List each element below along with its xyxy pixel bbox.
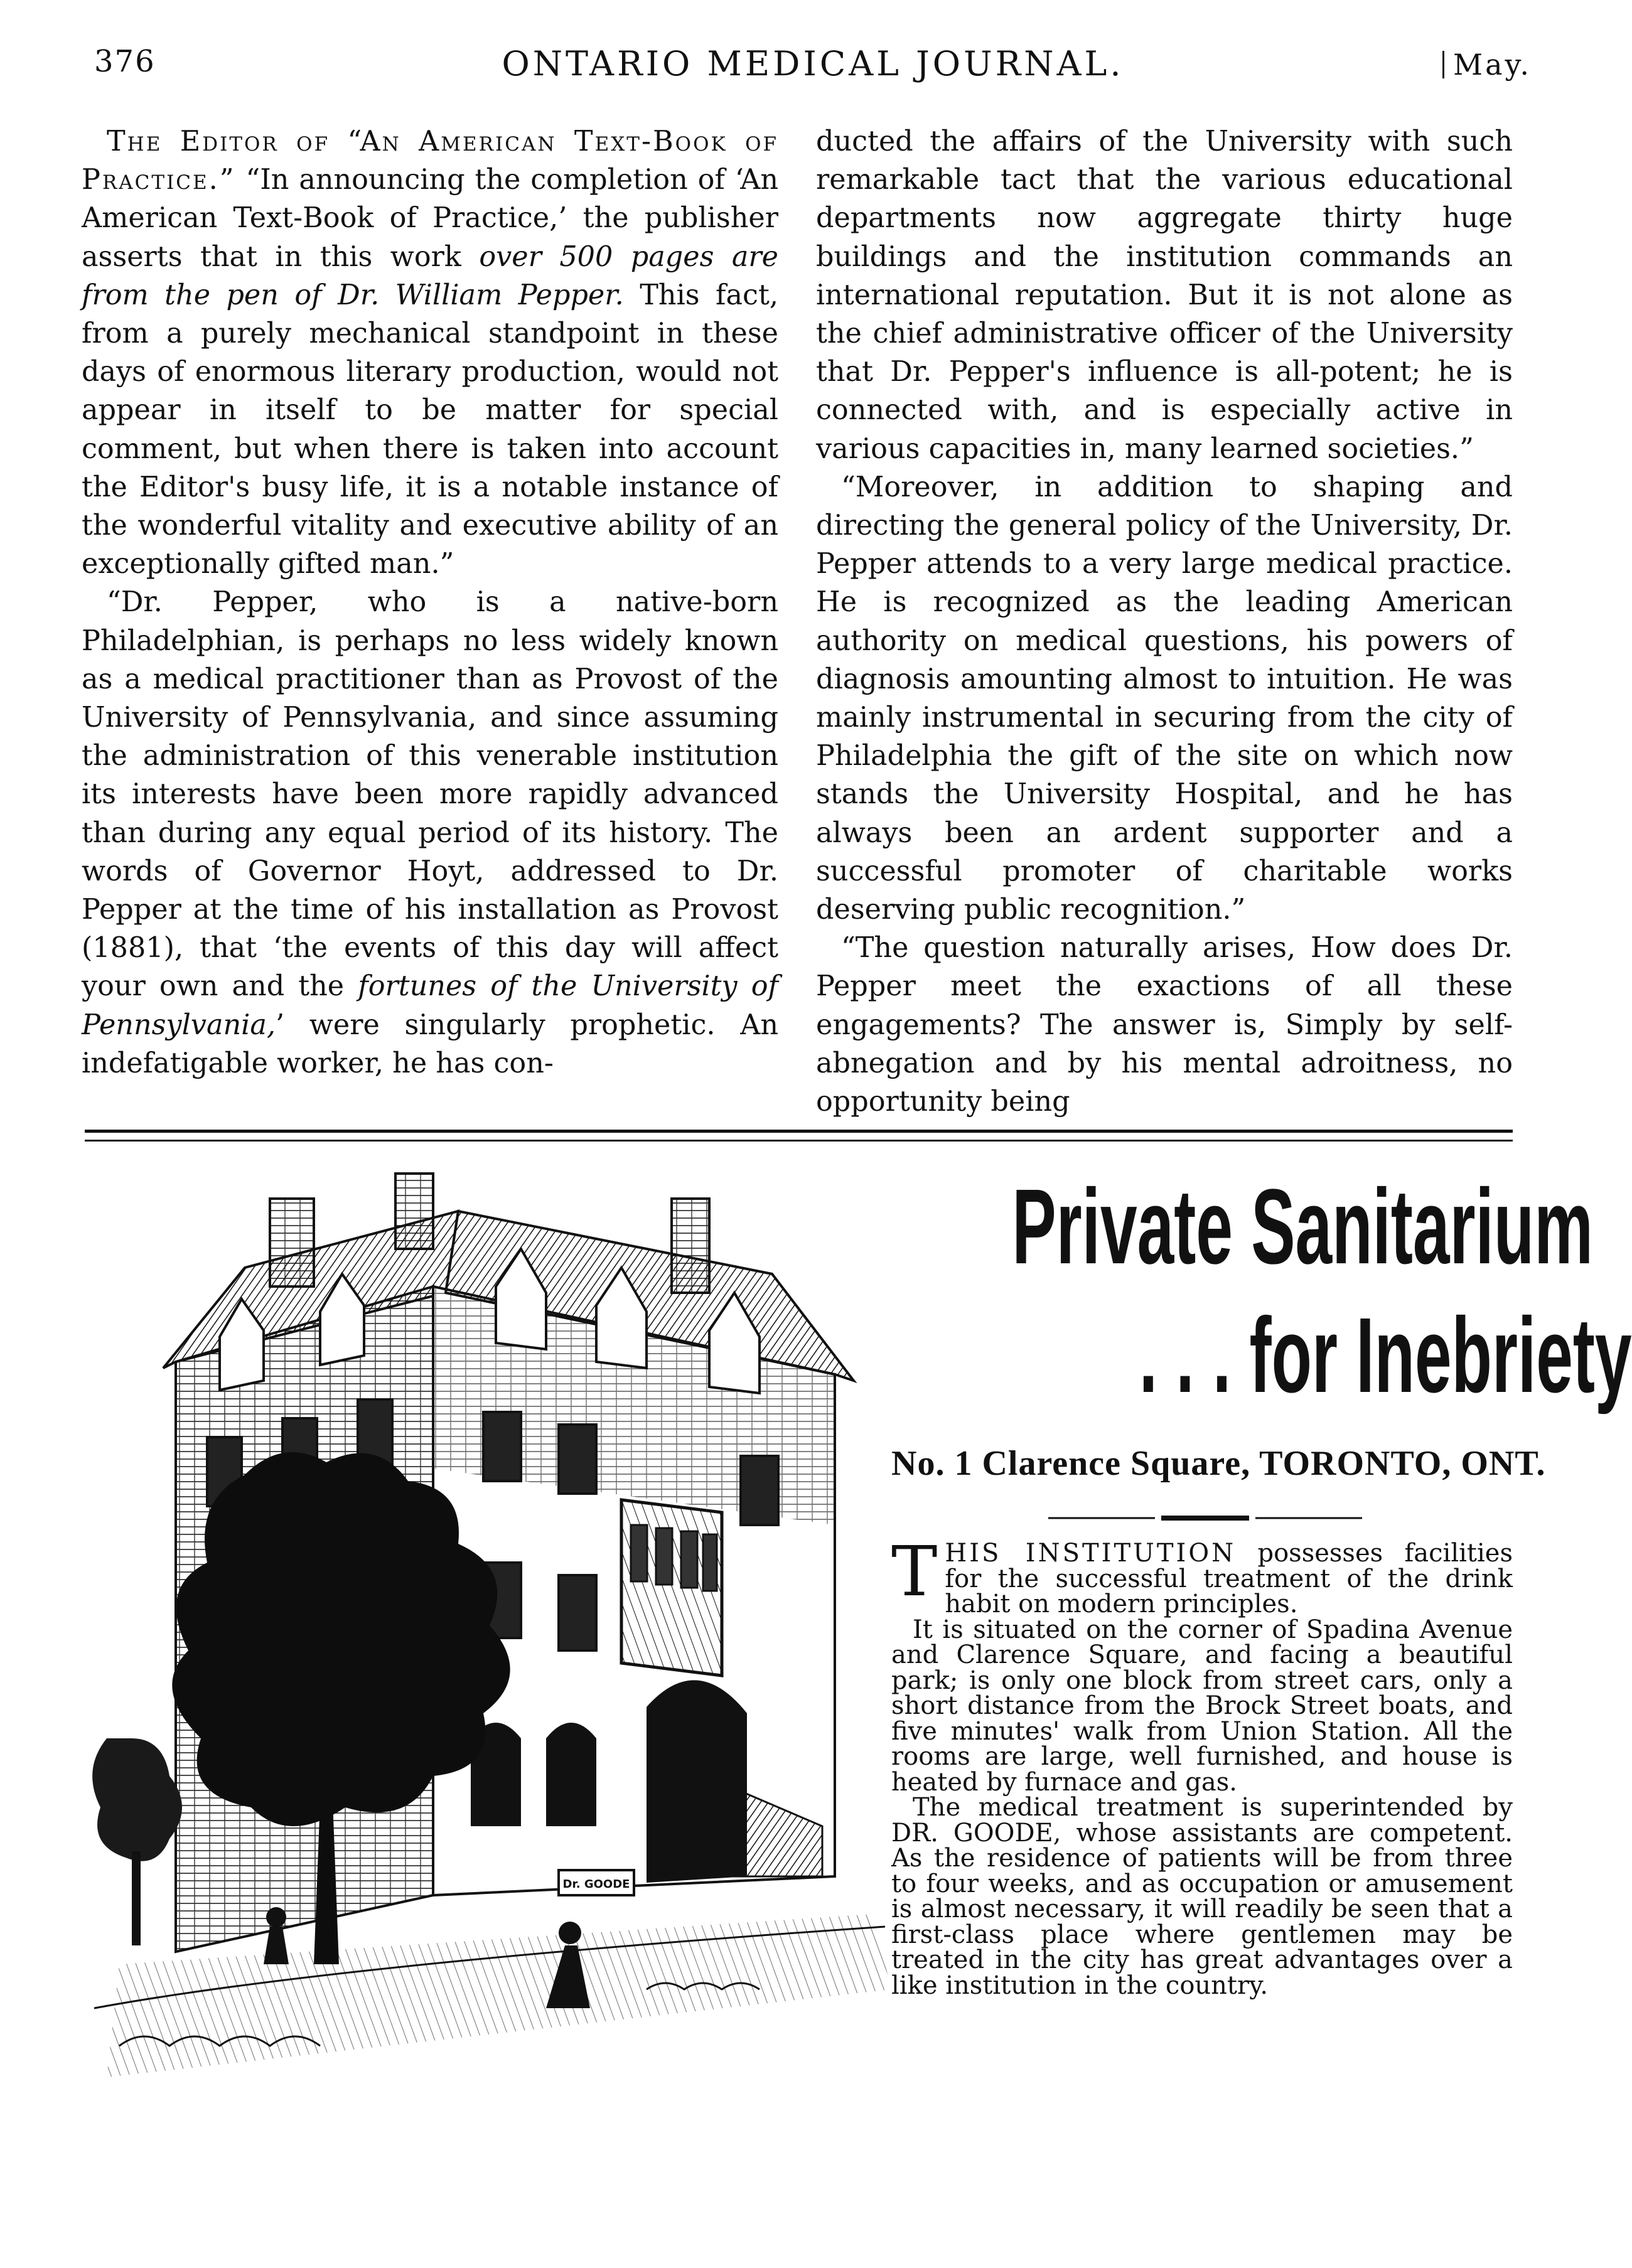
article-paragraph: “The question naturally arises, How does Dr. Pepper meet the exactions of all these engagements? The answer is, Simply by self-abnegation and by his mental adroitness, no opportunity being <box>816 932 1513 1118</box>
ad-headline-line-1: Private Sanitarium <box>1012 1167 1593 1286</box>
ornamental-rule <box>1048 1514 1362 1522</box>
article-paragraph: “Moreover, in addition to shaping and directing the general policy of the University, Dr. Pepper attends to a very large medical practice. He is recognized as the leading American authority on medical questions, his powers of diagnosis amounting almost to intuition. He was mainly instrumental in securing from the city of Philadelphia the gift of the site on which now stands the University Hospital, and he has always been an ardent supporter and a successful promoter of charitable works deserving public recognition.” <box>816 471 1513 926</box>
section-divider-rule <box>85 1130 1513 1133</box>
physician-name: DR. GOODE <box>891 1818 1053 1848</box>
ad-headline-line-2: . . . for Inebriety <box>1139 1296 1632 1415</box>
paragraph-heading-caps: The Editor of “An American Text-Book of Practice.” <box>82 126 778 196</box>
ad-paragraph-text: The medical treatment is superintended by <box>913 1793 1513 1822</box>
paragraph-text: ’ were singularly prophetic. An indefatigable worker, he has con- <box>82 1008 778 1079</box>
journal-title: ONTARIO MEDICAL JOURNAL. <box>502 44 1124 83</box>
ad-paragraph-text: possesses facilities for the successful treatment of the drink habit on modern principles. <box>945 1539 1513 1618</box>
month-text: May. <box>1452 48 1532 82</box>
paragraph-text: This fact, from a purely mechanical standpoint in these days of enormous literary production, would not appear in itself to be matter for special comment, but when there is taken into account the Editor's busy life, it is a notable instance of the wonderful vitality and executive ability of an exceptionally gifted man.” <box>82 279 778 580</box>
article-paragraph <box>82 583 778 1083</box>
sign-text: Dr. GOODE <box>562 1878 630 1891</box>
article-right-column <box>816 122 1513 1121</box>
paragraph-text: “Dr. Pepper, who is a native-born Philadelphian, is perhaps no less widely known as a medical practitioner than as Provost of the University of Pennsylvania, and since assuming the administration of this venerable institution its interests have been more rapidly advanced than during any equal period of its history. The words of Governor Hoyt, addressed to Dr. Pepper at the time of his installation as Provost (1881), that ‘the events of this day will affect your own and the <box>82 586 778 1003</box>
month-bracket <box>1442 51 1444 78</box>
page-number: 376 <box>94 44 156 79</box>
ad-paragraph-text: , whose assistants are competent. As the residence of patients will be from three to four weeks, and as occupation or amusement is almost necessary, it will readily be seen that a first-class place where gentlemen may be treated in the city has great advantages over a like institution in the country. <box>891 1818 1513 2000</box>
paragraph-italic-text: over 500 pages are from the pen of Dr. William Pepper. <box>82 240 778 311</box>
paragraph-italic-text: fortunes of the University of Pennsylvania, <box>82 970 779 1041</box>
ad-body <box>891 1531 1513 2000</box>
article-paragraph: ducted the affairs of the University with such remarkable tact that the various educational departments now aggregate thirty huge buildings and the institution commands an international reputation. But it is not alone as the chief administrative officer of the University that Dr. Pepper's influence is all-potent; he is connected with, and is especially active in various capacities in, many learned societies.” <box>816 126 1513 465</box>
ad-paragraph: It is situated on the corner of Spadina Avenue and Clarence Square, and facing a beautiful park; is only one block from street cars, only a short distance from the Brock Street boats, and five minutes' walk from Union Station. All the rooms are large, well furnished, and house is heated by furnace and gas. <box>891 1615 1513 1797</box>
ad-lead-caps: HIS INSTITUTION <box>945 1539 1237 1568</box>
sanitarium-building-engraving <box>82 1174 891 2109</box>
running-head <box>94 44 1532 100</box>
drop-cap: T <box>891 1531 938 1612</box>
ad-paragraph <box>891 1795 1513 1998</box>
ad-address: No. 1 Clarence Square, TORONTO, ONT. <box>891 1444 1546 1483</box>
paragraph-text: “In announcing the completion of ‘An American Text-Book of Practice,’ the publisher asserts that in this work <box>82 164 778 273</box>
article-paragraph <box>82 122 778 583</box>
section-divider-rule <box>85 1140 1513 1142</box>
ad-paragraph <box>891 1531 1513 1618</box>
month-label <box>1442 48 1532 82</box>
building-illustration <box>82 1174 891 2109</box>
article-left-column <box>82 122 778 1083</box>
